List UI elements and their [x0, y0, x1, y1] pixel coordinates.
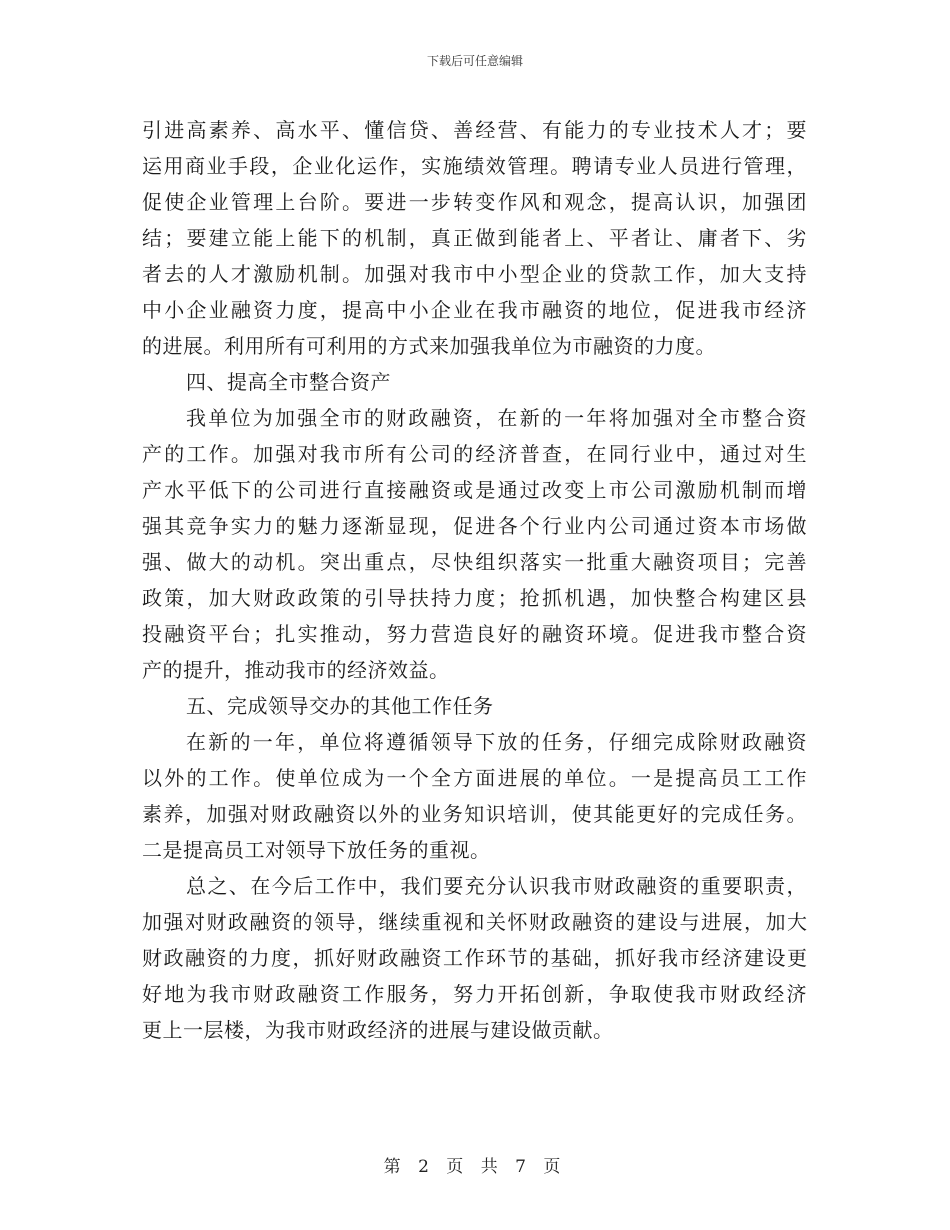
text-line: 政策，加大财政政策的引导扶持力度；抢抓机遇，加快整合构建区县	[142, 586, 807, 610]
text-line: 素养，加强对财政融资以外的业务知识培训，使其能更好的完成任务。	[142, 802, 807, 826]
paragraph	[142, 724, 807, 868]
text-line: 好地为我市财政融资工作服务，努力开拓创新，争取使我市财政经济	[142, 982, 807, 1006]
paragraph	[142, 400, 807, 688]
text-line: 投融资平台；扎实推动，努力营造良好的融资环境。促进我市整合资	[142, 622, 807, 646]
text-line: 在新的一年，单位将遵循领导下放的任务，仔细完成除财政融资	[186, 730, 807, 754]
text-line: 更上一层楼，为我市财政经济的进展与建设做贡献。	[142, 1018, 614, 1042]
page-header: 下载后可任意编辑	[426, 54, 523, 68]
text-line: 中小企业融资力度，提高中小企业在我市融资的地位，促进我市经济	[142, 298, 807, 322]
text-line: 产的工作。加强对我市所有公司的经济普查，在同行业中，通过对生	[142, 442, 807, 466]
text-line: 总之、在今后工作中，我们要充分认识我市财政融资的重要职责，	[186, 874, 807, 898]
text-line: 强其竞争实力的魅力逐渐显现，促进各个行业内公司通过资本市场做	[142, 514, 807, 538]
text-line: 以外的工作。使单位成为一个全方面进展的单位。一是提高员工工作	[142, 766, 807, 790]
text-line: 加强对财政融资的领导，继续重视和关怀财政融资的建设与进展，加大	[142, 910, 807, 934]
text-line: 强、做大的动机。突出重点，尽快组织落实一批重大融资项目；完善	[142, 550, 807, 574]
text-line: 财政融资的力度，抓好财政融资工作环节的基础，抓好我市经济建设更	[142, 946, 807, 970]
section-heading: 四、提高全市整合资产	[186, 370, 391, 394]
text-line: 二是提高员工对领导下放任务的重视。	[142, 838, 491, 862]
text-line: 的进展。利用所有可利用的方式来加强我单位为市融资的力度。	[142, 334, 716, 358]
document-body	[142, 112, 807, 1048]
text-line: 引进高素养、高水平、懂信贷、善经营、有能力的专业技术人才；要	[142, 118, 807, 142]
text-line: 运用商业手段，企业化运作，实施绩效管理。聘请专业人员进行管理，	[142, 154, 807, 178]
text-line: 我单位为加强全市的财政融资，在新的一年将加强对全市整合资	[186, 406, 807, 430]
paragraph	[142, 868, 807, 1048]
page-number-footer: 第 2 页 共 7 页	[383, 1157, 567, 1177]
text-line: 产的提升，推动我市的经济效益。	[142, 658, 450, 682]
paragraph	[142, 112, 807, 364]
text-line: 结；要建立能上能下的机制，真正做到能者上、平者让、庸者下、劣	[142, 226, 807, 250]
text-line: 促使企业管理上台阶。要进一步转变作风和观念，提高认识，加强团	[142, 190, 807, 214]
section-heading: 五、完成领导交办的其他工作任务	[186, 694, 494, 718]
text-line: 者去的人才激励机制。加强对我市中小型企业的贷款工作，加大支持	[142, 262, 807, 286]
text-line: 产水平低下的公司进行直接融资或是通过改变上市公司激励机制而增	[142, 478, 807, 502]
